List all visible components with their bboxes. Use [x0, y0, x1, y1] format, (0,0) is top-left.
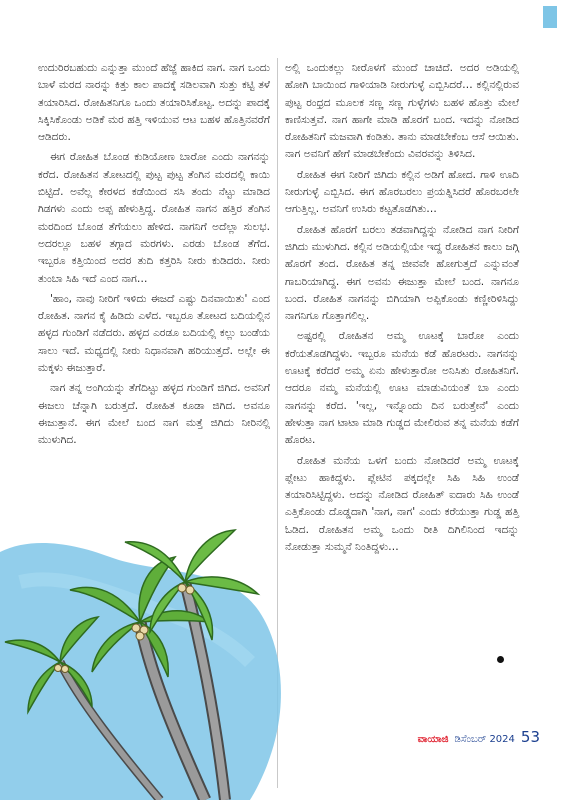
- paragraph: ಅಷ್ಟರಲ್ಲಿ ರೋಹಿತನ ಅಮ್ಮ ಊಟಕ್ಕೆ ಬಾರೋ ಎಂದು ಕರೆಯತೊಡಗಿದ್ದಳು. ಇಬ್ಬರೂ ಮನೆಯ ಕಡೆ ಹೊರಟರು. ನಾಗನನ್ನು ಊಟಕ್ಕೆ ಕರೆದರೆ ಅಮ್ಮ ಏನು ಹೇಳುತ್ತಾರೋ ಅನಿಸಿತು ರೋಹಿತನಿಗೆ. ಆದರೂ ನಮ್ಮ ಮನೆಯಲ್ಲಿ ಊಟ ಮಾಡುವಿಯಂತೆ ಬಾ ಎಂದು ನಾಗನನ್ನು ಕರೆದ. 'ಇಲ್ಲ, ಇನ್ನೊಂದು ದಿನ ಬರುತ್ತೇನೆ' ಎಂದು ಹೇಳುತ್ತಾ ನಾಗ ಟಾಟಾ ಮಾಡಿ ಗುಡ್ಡದ ಮೇಲಿರುವ ತನ್ನ ಮನೆಯ ಕಡೆಗೆ ಹೊರಟ.: [285, 330, 519, 447]
- paragraph: ಅಲ್ಲಿ ಒಂದುಕಲ್ಲು ನೀರೊಳಗೆ ಮುಂದೆ ಚಾಚಿದೆ. ಅದರ ಅಡಿಯಲ್ಲಿ ಹೋಗಿ ಬಾಯಿಂದ ಗಾಳಿಯಾಡಿ ನೀರುಗುಳ್ಳೆ ಎಬ್ಬಿಸಿದರೆ… ಕಲ್ಲಿನಲ್ಲಿರುವ ಪುಟ್ಟ ರಂಧ್ರದ ಮೂಲಕ ಸಣ್ಣ ಸಣ್ಣ ಗುಳ್ಳೆಗಳು ಬಹಳ ಹೊತ್ತು ಮೇಲೆ ಕಾಣಿಸುತ್ತವೆ. ನಾಗ ಹಾಗೇ ಮಾಡಿ ಹೊರಗೆ ಬಂದ. ಇದನ್ನು ನೋಡಿದ ರೋಹಿತನಿಗೆ ಮಜವಾಗಿ ಕಂಡಿತು. ತಾನು ಮಾಡಬೇಕೆಂಬ ಆಸೆ ಆಯಿತು. ನಾಗ ಅವನಿಗೆ ಹೇಗೆ ಮಾಡಬೇಕೆಂದು ವಿವರವನ್ನು ತಿಳಿಸಿದ.: [285, 62, 519, 161]
- magazine-brand: ವಾಯಾಜಿ: [417, 734, 449, 745]
- paragraph: ಉದುರಿರಬಹುದು ಎನ್ನುತ್ತಾ ಮುಂದೆ ಹೆಜ್ಜೆ ಹಾಕಿದ ನಾಗ. ನಾಗ ಒಂದು ಬಾಳೆ ಮರದ ನಾರನ್ನು ಕಿತ್ತು ಕಾಲ ಪಾದಕ್ಕೆ ಸಡಿಲವಾಗಿ ಸುತ್ತು ಕಟ್ಟಿ ತಳೆ ತಯಾರಿಸಿದ. ರೋಹಿತನಿಗೂ ಒಂದು ತಯಾರಿಸಿಕೊಟ್ಟ. ಅದನ್ನು ಪಾದಕ್ಕೆ ಸಿಕ್ಕಿಸಿಕೊಂಡು ಅಡಿಕೆ ಮರ ಹತ್ತಿ ಇಳಿಯುವ ಆಟ ಬಹಳ ಹೊತ್ತಿನವರೆಗೆ ಆಡಿದರು.: [38, 62, 270, 144]
- paragraph: 'ಹಾಂ, ನಾವು ನೀರಿಗೆ ಇಳಿದು ಈಜದೆ ಎಷ್ಟು ದಿನವಾಯಿತು' ಎಂದ ರೋಹಿತ. ನಾಗನ ಕೈ ಹಿಡಿದು ಎಳೆದ. ಇಬ್ಬರೂ ತೋಟದ ಬದಿಯಲ್ಲಿನ ಹಳ್ಳದ ಗುಂಡಿಗೆ ನಡೆದರು. ಹಳ್ಳದ ಎರಡೂ ಬದಿಯಲ್ಲಿ ಕಲ್ಲು ಬಂಡೆಯ ಸಾಲು ಇದೆ. ಮಧ್ಯದಲ್ಲಿ ನೀರು ನಿಧಾನವಾಗಿ ಹರಿಯುತ್ತದೆ. ಅಲ್ಲೇ ಈ ಮಕ್ಕಳು ಈಜುತ್ತಾರೆ.: [38, 292, 270, 375]
- paragraph: ನಾಗ ತನ್ನ ಅಂಗಿಯನ್ನು ತೆಗೆದಿಟ್ಟು ಹಳ್ಳದ ಗುಂಡಿಗೆ ಜಿಗಿದ. ಅವನಿಗೆ ಈಜಲು ಚೆನ್ನಾಗಿ ಬರುತ್ತದೆ. ರೋಹಿತ ಕೂಡಾ ಜಿಗಿದ. ಅವನೂ ಈಜುತ್ತಾನೆ. ಈಗ ಮೇಲೆ ಬಂದ ನಾಗ ಮತ್ತೆ ಜಿಗಿದು ನೀರಿನಲ್ಲಿ ಮುಳುಗಿದ.: [38, 382, 270, 447]
- end-of-story-dot: [497, 656, 504, 663]
- page-footer: [418, 728, 540, 746]
- issue-date: ಡಿಸೆಂಬರ್ 2024: [454, 734, 515, 745]
- paragraph: ರೋಹಿತ ಈಗ ನೀರಿಗೆ ಜಿಗಿದು ಕಲ್ಲಿನ ಅಡಿಗೆ ಹೋದ. ಗಾಳಿ ಊದಿ ನೀರುಗುಳ್ಳೆ ಎಬ್ಬಿಸಿದ. ಈಗ ಹೊರಬರಲು ಪ್ರಯತ್ನಿಸಿದರೆ ಹೊರಬರಲೇ ಆಗುತ್ತಿಲ್ಲ. ಅವನಿಗೆ ಉಸಿರು ಕಟ್ಟತೊಡಗಿತು…: [285, 168, 519, 216]
- story-column-right: [285, 60, 519, 559]
- story-column-left: [38, 60, 270, 453]
- palm-trees-illustration: [0, 512, 290, 800]
- corner-tab: [543, 6, 557, 28]
- paragraph: ರೋಹಿತ ಮನೆಯ ಒಳಗೆ ಬಂದು ನೋಡಿದರೆ ಅಮ್ಮ ಊಟಕ್ಕೆ ಪ್ಲೇಟು ಹಾಕಿದ್ದಳು. ಪ್ಲೇಟಿನ ಪಕ್ಕದಲ್ಲೇ ಸಿಹಿ ಸಿಹಿ ಉಂಡೆ ತಯಾರಿಸಿಟ್ಟಿದ್ದಳು. ಅದನ್ನು ನೋಡಿದ ರೋಹಿತ್ ಐದಾರು ಸಿಹಿ ಉಂಡೆ ಎತ್ತಿಕೊಂಡು ದೊಡ್ಡದಾಗಿ 'ನಾಗ, ನಾಗ' ಎಂದು ಕರೆಯುತ್ತಾ ಗುಡ್ಡ ಹತ್ತಿ ಓಡಿದ. ರೋಹಿತನ ಅಮ್ಮ ಒಂದು ರೀತಿ ದಿಗಿಲಿನಿಂದ ಇದನ್ನು ನೋಡುತ್ತಾ ಸುಮ್ಮನೆ ನಿಂತಿದ್ದಳು…: [285, 454, 519, 554]
- paragraph: ಈಗ ರೋಹಿತ ಬೊಂಡ ಕುಡಿಯೋಣ ಬಾರೋ ಎಂದು ನಾಗನನ್ನು ಕರೆದ. ರೋಹಿತನ ತೋಟದಲ್ಲಿ ಪುಟ್ಟ ಪುಟ್ಟ ತೆಂಗಿನ ಮರದಲ್ಲಿ ಕಾಯಿ ಬಿಟ್ಟಿದೆ. ಅವೆಲ್ಲ ಕೇರಳದ ಕಡೆಯಿಂದ ಸಸಿ ತಂದು ನೆಟ್ಟು ಮಾಡಿದ ಗಿಡಗಳು ಎಂದು ಅಪ್ಪ ಹೇಳುತ್ತಿದ್ದ. ರೋಹಿತ ನಾಗನ ಹತ್ತಿರ ತೆಂಗಿನ ಮರದಿಂದ ಬೊಂಡ ತೆಗೆಯಲು ಹೇಳಿದ. ನಾಗನಿಗೆ ಅದೆಲ್ಲಾ ಸುಲಭ. ಅದರಲ್ಲೂ ಬಹಳ ತಗ್ಗಾದ ಮರಗಳು. ಎರಡು ಬೊಂಡ ತೆಗೆದ. ಇಬ್ಬರೂ ಕತ್ತಿಯಿಂದ ಅದರ ತುದಿ ಕತ್ತರಿಸಿ ನೀರು ಕುಡಿದರು. ನೀರು ತುಂಬಾ ಸಿಹಿ ಇದೆ ಎಂದ ನಾಗ…: [38, 151, 270, 285]
- page-number: 53: [520, 728, 540, 746]
- paragraph: ರೋಹಿತ ಹೊರಗೆ ಬರಲು ತಡವಾಗಿದ್ದನ್ನು ನೋಡಿದ ನಾಗ ನೀರಿಗೆ ಜಿಗಿದು ಮುಳುಗಿದ. ಕಲ್ಲಿನ ಅಡಿಯಲ್ಲಿಯೇ ಇದ್ದ ರೋಹಿತನ ಕಾಲು ಜಗ್ಗಿ ಹೊರಗೆ ತಂದ. ರೋಹಿತ ತನ್ನ ಜೀವವೇ ಹೋಗುತ್ತದೆ ಎನ್ನುವಂತೆ ಗಾಬರಿಯಾಗಿದ್ದ. ಈಗ ಅವನು ಈಜುತ್ತಾ ಮೇಲೆ ಬಂದ. ನಾಗನೂ ಬಂದ. ರೋಹಿತ ನಾಗನನ್ನು ಬಿಗಿಯಾಗಿ ಅಪ್ಪಿಕೊಂಡು ಕಣ್ಣೀರಿಳಿಸಿದ್ದು ನಾಗನಿಗೂ ಗೊತ್ತಾಗಲಿಲ್ಲ.: [285, 223, 519, 323]
